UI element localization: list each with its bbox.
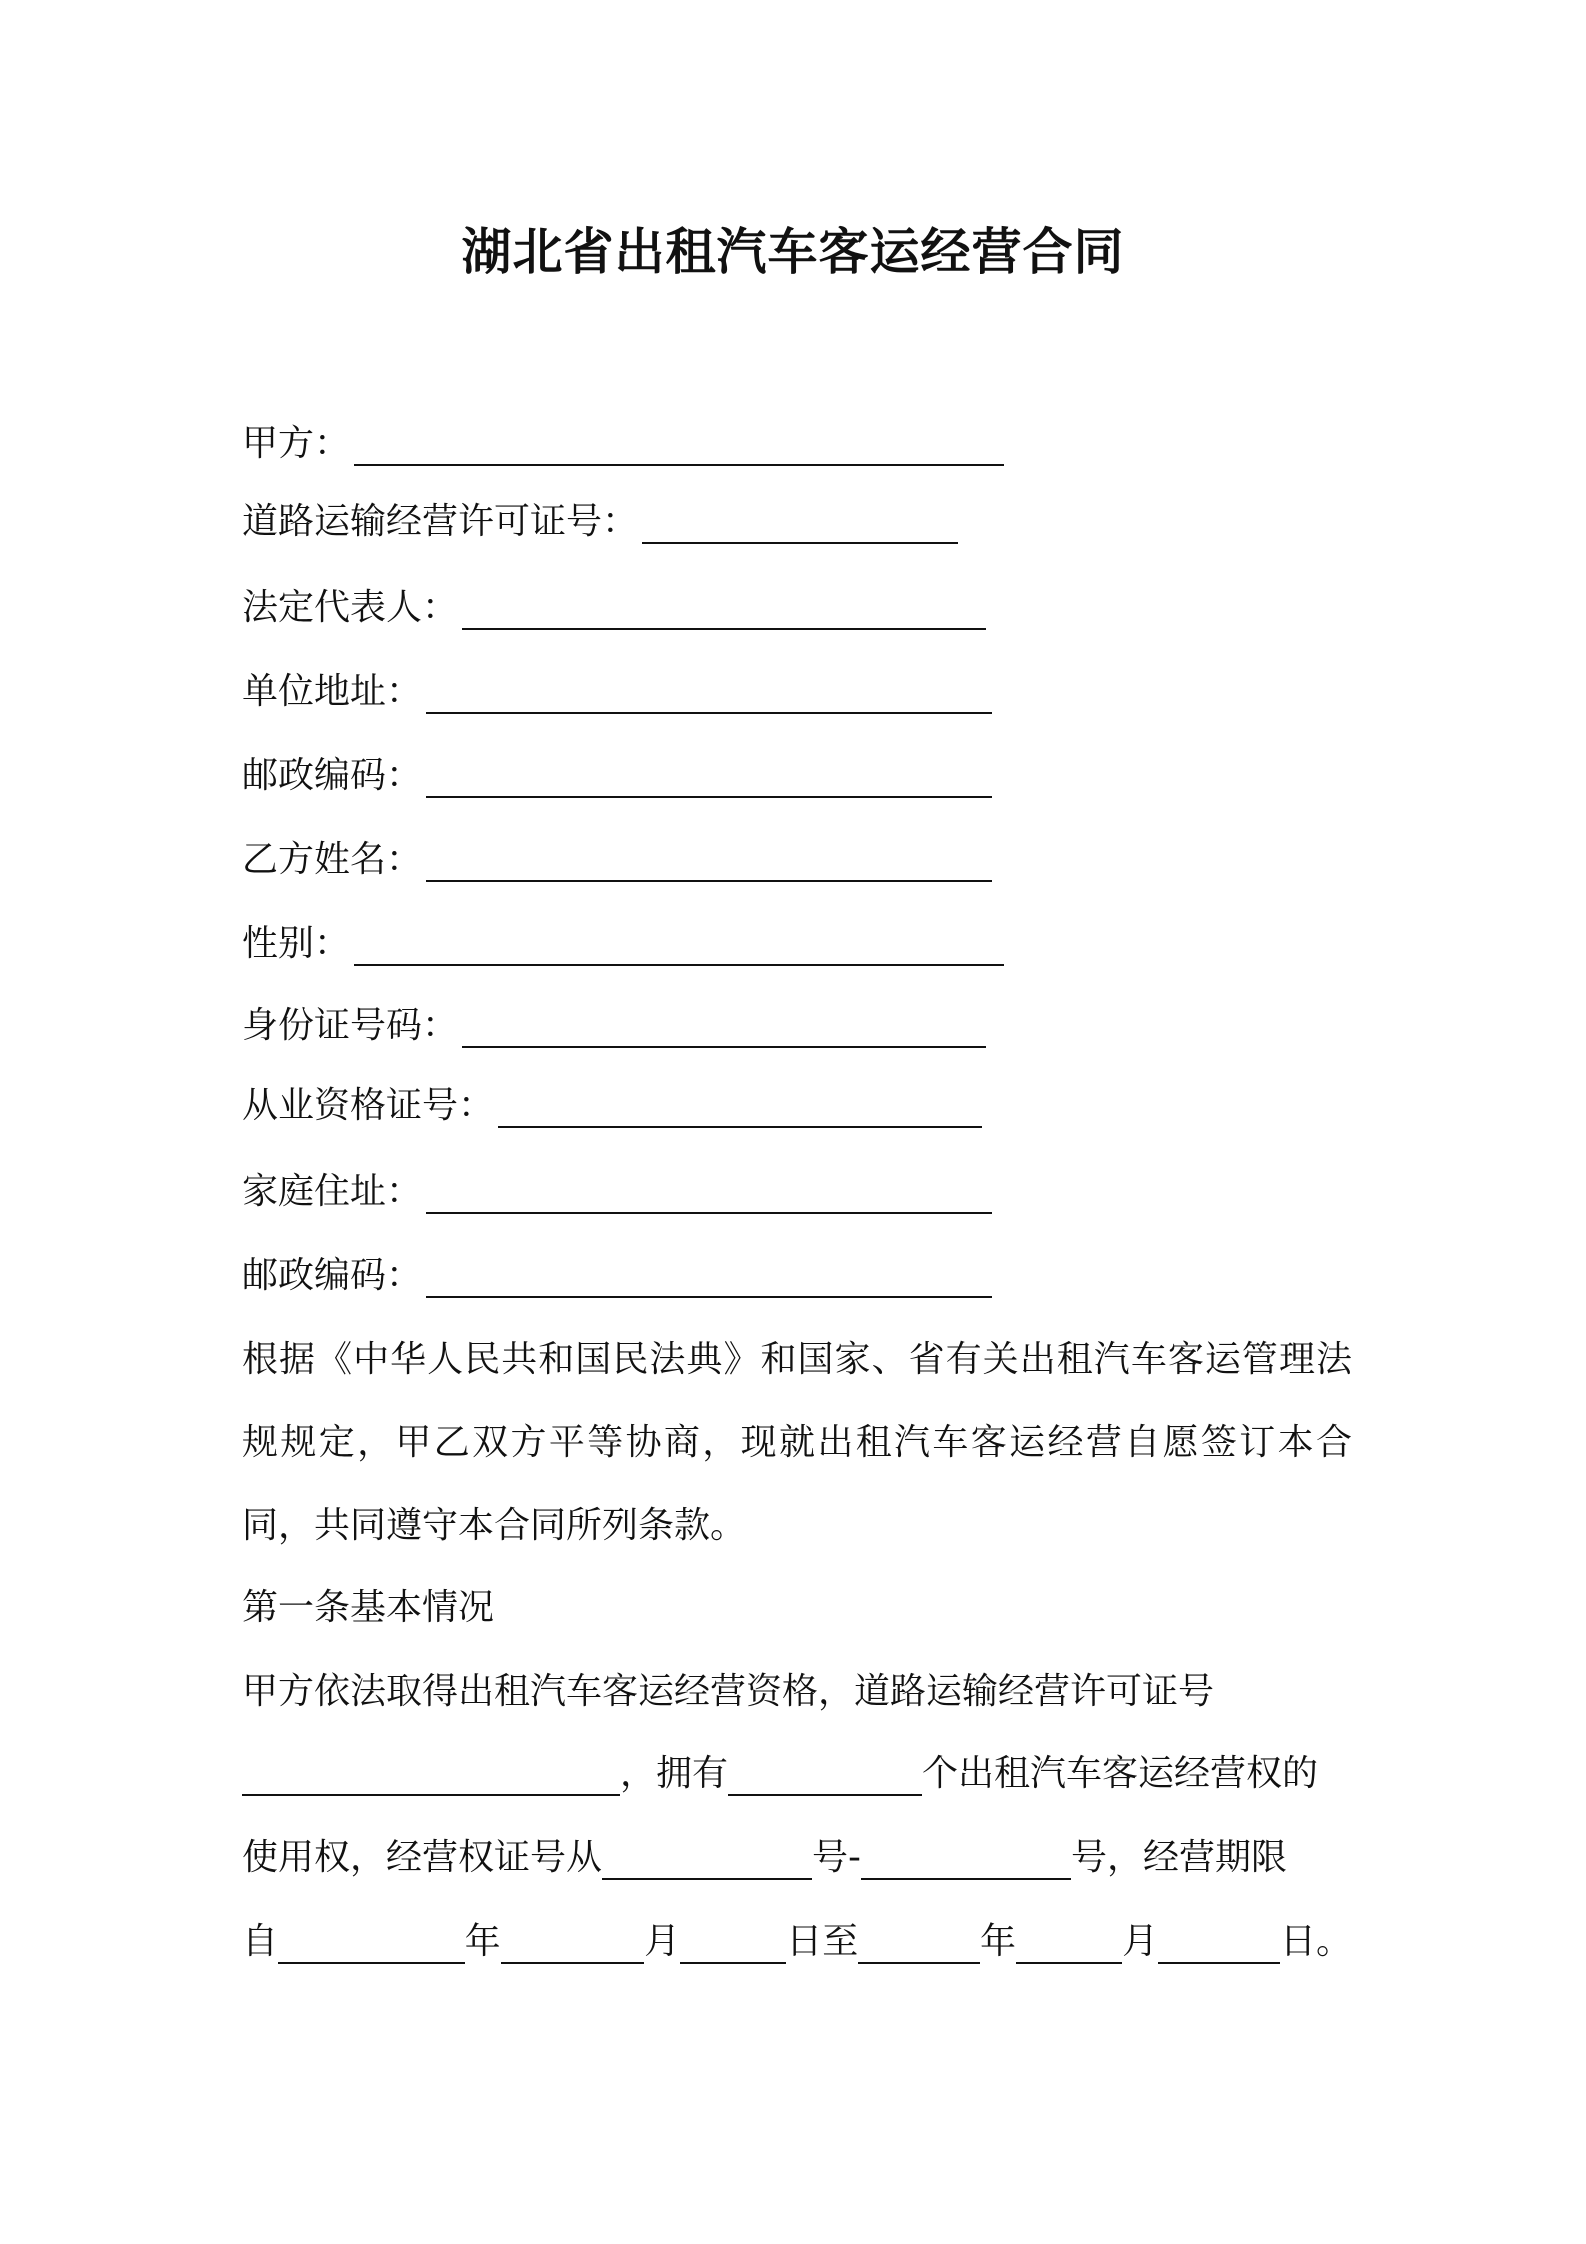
fill-blank[interactable] xyxy=(680,1932,786,1964)
section-text: 号- xyxy=(812,1837,862,1878)
field-home-address xyxy=(242,1170,992,1214)
field-gender xyxy=(242,922,1004,966)
fill-blank[interactable] xyxy=(354,434,1004,466)
section-heading: 第一条基本情况 xyxy=(242,1587,495,1628)
field-label: 身份证号码： xyxy=(242,1005,459,1046)
section-text: 年 xyxy=(980,1921,1017,1962)
field-id-number xyxy=(242,1004,986,1048)
fill-blank[interactable] xyxy=(462,1016,986,1048)
section-text: 日。 xyxy=(1279,1921,1352,1962)
section-line-3 xyxy=(242,1836,1352,1880)
section-text: ，拥有 xyxy=(620,1753,729,1794)
section-line-1 xyxy=(242,1670,1352,1714)
field-qualification-number xyxy=(242,1084,982,1128)
fill-blank[interactable] xyxy=(242,1764,620,1796)
section-text: 使用权，经营权证号从 xyxy=(242,1837,603,1878)
fill-blank[interactable] xyxy=(426,850,992,882)
section-text: 号，经营期限 xyxy=(1071,1837,1288,1878)
field-company-address xyxy=(242,670,992,714)
field-label: 性别： xyxy=(242,923,351,964)
field-label: 从业资格证号： xyxy=(242,1085,495,1126)
document-title: 湖北省出租汽车客运经营合同 xyxy=(461,223,1125,281)
field-postal-code-b xyxy=(242,1254,992,1298)
fill-blank[interactable] xyxy=(462,598,986,630)
section-text: 甲方依法取得出租汽车客运经营资格，道路运输经营许可证号 xyxy=(242,1671,1215,1712)
fill-blank[interactable] xyxy=(354,934,1004,966)
fill-blank[interactable] xyxy=(278,1932,465,1964)
section-text: 月 xyxy=(1122,1921,1159,1962)
field-party-b-name xyxy=(242,838,992,882)
field-party-a xyxy=(242,422,1004,466)
field-label: 单位地址： xyxy=(242,671,423,712)
fill-blank[interactable] xyxy=(426,682,992,714)
fill-blank[interactable] xyxy=(1158,1932,1280,1964)
fill-blank[interactable] xyxy=(426,766,992,798)
intro-paragraph: 根据《中华人民共和国民法典》和国家、省有关出租汽车客运管理法规规定，甲乙双方平等协商，现就出租汽车客运经营自愿签订本合同，共同遵守本合同所列条款。 xyxy=(242,1339,1352,1546)
section-text: 年 xyxy=(464,1921,501,1962)
field-label: 法定代表人： xyxy=(242,587,459,628)
fill-blank[interactable] xyxy=(728,1764,922,1796)
section-text: 个出租汽车客运经营权的 xyxy=(922,1753,1319,1794)
fill-blank[interactable] xyxy=(426,1266,992,1298)
field-label: 家庭住址： xyxy=(242,1171,423,1212)
field-label: 邮政编码： xyxy=(242,1255,423,1296)
field-postal-code-a xyxy=(242,754,992,798)
section-line-2 xyxy=(242,1752,1352,1796)
field-label: 邮政编码： xyxy=(242,755,423,796)
fill-blank[interactable] xyxy=(426,1182,992,1214)
fill-blank[interactable] xyxy=(858,1932,980,1964)
field-license-number xyxy=(242,500,958,544)
section-text: 月 xyxy=(644,1921,681,1962)
fill-blank[interactable] xyxy=(602,1848,812,1880)
field-label: 甲方： xyxy=(242,423,351,464)
fill-blank[interactable] xyxy=(642,512,958,544)
fill-blank[interactable] xyxy=(501,1932,644,1964)
fill-blank[interactable] xyxy=(861,1848,1071,1880)
field-label: 乙方姓名： xyxy=(242,839,423,880)
section-line-4 xyxy=(242,1920,1352,1964)
fill-blank[interactable] xyxy=(1016,1932,1122,1964)
section-text: 日至 xyxy=(786,1921,859,1962)
fill-blank[interactable] xyxy=(498,1096,982,1128)
field-label: 道路运输经营许可证号： xyxy=(242,501,639,542)
section-text: 自 xyxy=(242,1921,279,1962)
field-legal-representative xyxy=(242,586,986,630)
